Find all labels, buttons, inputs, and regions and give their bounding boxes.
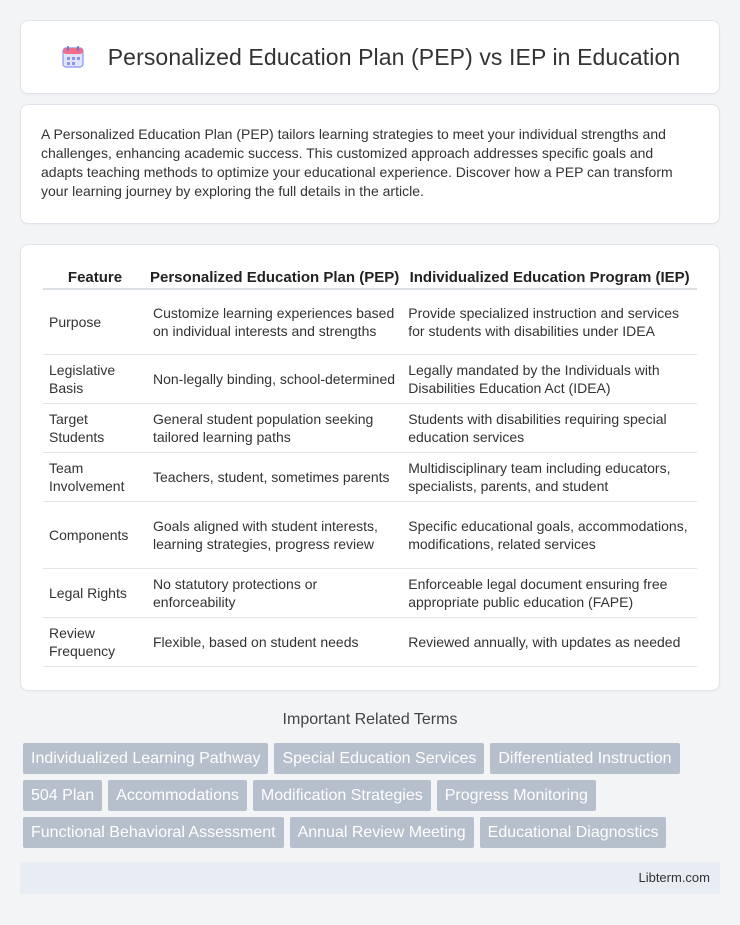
comparison-table-card [20, 244, 720, 691]
calendar-icon [60, 44, 86, 70]
chip-row [23, 817, 723, 848]
term-chip[interactable]: Special Education Services [274, 743, 484, 774]
table-row [43, 502, 697, 569]
pep-cell: Non-legally binding, school-determined [147, 355, 402, 404]
term-chip[interactable]: Differentiated Instruction [490, 743, 679, 774]
table-header-row [43, 263, 697, 290]
table-row [43, 618, 697, 667]
related-terms-title: Important Related Terms [282, 711, 458, 728]
table-row [43, 453, 697, 502]
pep-cell: Customize learning experiences based on individual interests and strengths [147, 290, 402, 355]
term-chip[interactable]: Accommodations [108, 780, 247, 811]
intro-text: A Personalized Education Plan (PEP) tailors learning strategies to meet your individual strengths and challenges, enhancing academic success. This customized approach addresses specific goals and adapts teaching methods to optimize your educational experience. Discover how a PEP can transform your learning journey by exploring the full details in the article. [41, 126, 673, 199]
page-title: Personalized Education Plan (PEP) vs IEP in Education [107, 43, 681, 70]
iep-cell: Students with disabilities requiring special education services [402, 404, 697, 453]
column-header-iep: Individualized Education Program (IEP) [402, 263, 697, 290]
related-terms-list [23, 743, 723, 854]
pep-cell: Flexible, based on student needs [147, 618, 402, 667]
iep-cell: Specific educational goals, accommodations, modifications, related services [402, 502, 697, 569]
footer [20, 862, 720, 894]
pep-cell: Goals aligned with student interests, learning strategies, progress review [147, 502, 402, 569]
chip-row [23, 743, 723, 774]
column-header-pep: Personalized Education Plan (PEP) [147, 263, 402, 290]
comparison-table [43, 263, 697, 667]
term-chip[interactable]: Educational Diagnostics [480, 817, 667, 848]
column-header-feature: Feature [43, 263, 147, 290]
header-card [20, 20, 720, 94]
iep-cell: Enforceable legal document ensuring free appropriate public education (FAPE) [402, 569, 697, 618]
feature-cell: Target Students [43, 404, 147, 453]
iep-cell: Provide specialized instruction and services for students with disabilities under IDEA [402, 290, 697, 355]
table-row [43, 290, 697, 355]
term-chip[interactable]: Progress Monitoring [437, 780, 596, 811]
intro-card [20, 104, 720, 224]
feature-cell: Purpose [43, 290, 147, 355]
feature-cell: Team Involvement [43, 453, 147, 502]
pep-cell: No statutory protections or enforceability [147, 569, 402, 618]
pep-cell: Teachers, student, sometimes parents [147, 453, 402, 502]
iep-cell: Reviewed annually, with updates as needed [402, 618, 697, 667]
chip-row [23, 780, 723, 811]
term-chip[interactable]: Individualized Learning Pathway [23, 743, 268, 774]
pep-cell: General student population seeking tailored learning paths [147, 404, 402, 453]
feature-cell: Legal Rights [43, 569, 147, 618]
table-row [43, 355, 697, 404]
term-chip[interactable]: 504 Plan [23, 780, 102, 811]
term-chip[interactable]: Functional Behavioral Assessment [23, 817, 284, 848]
footer-site-link[interactable]: Libterm.com [638, 870, 710, 885]
feature-cell: Components [43, 502, 147, 569]
term-chip[interactable]: Annual Review Meeting [290, 817, 474, 848]
iep-cell: Legally mandated by the Individuals with Disabilities Education Act (IDEA) [402, 355, 697, 404]
term-chip[interactable]: Modification Strategies [253, 780, 431, 811]
feature-cell: Review Frequency [43, 618, 147, 667]
feature-cell: Legislative Basis [43, 355, 147, 404]
table-row [43, 569, 697, 618]
table-row [43, 404, 697, 453]
iep-cell: Multidisciplinary team including educators, specialists, parents, and student [402, 453, 697, 502]
